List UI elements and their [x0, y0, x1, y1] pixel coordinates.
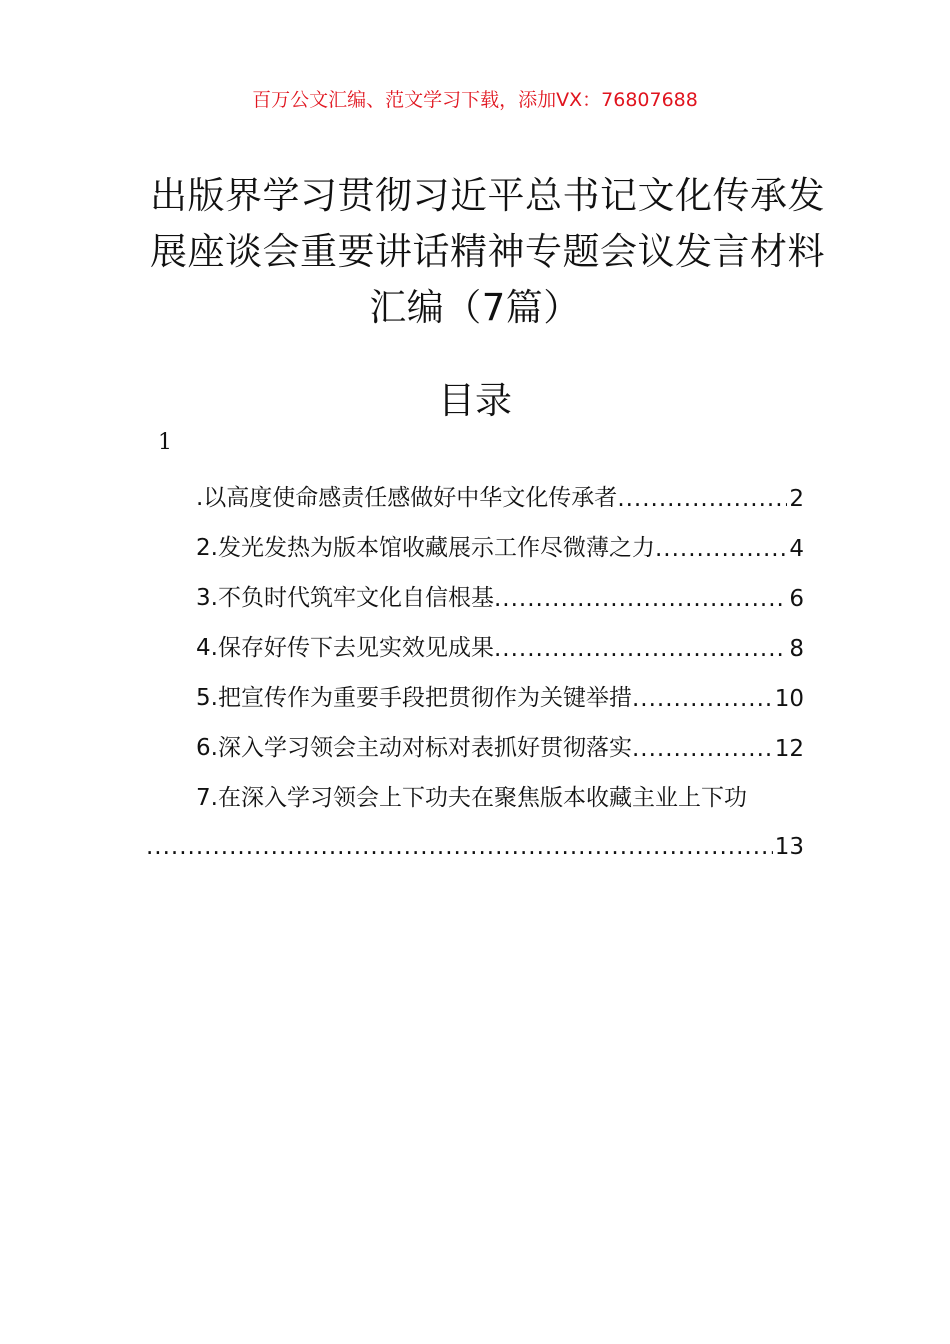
toc-entry-continuation[interactable]	[146, 820, 804, 860]
toc-leader-dots	[632, 686, 773, 712]
header-note: 百万公文汇编、范文学习下载，添加VX：76807688	[252, 89, 698, 111]
title-line: 展座谈会重要讲话精神专题会议发言材料	[150, 230, 825, 273]
toc-leader-dots	[146, 834, 773, 860]
toc-entry-title: 5.把宣传作为重要手段把贯彻作为关键举措	[196, 685, 632, 711]
toc-entry-title: .以高度使命感责任感做好中华文化传承者	[196, 485, 618, 511]
toc-entry[interactable]	[196, 622, 804, 662]
document-title	[150, 168, 825, 336]
toc-entry[interactable]	[196, 472, 804, 512]
toc-entry[interactable]	[196, 572, 804, 612]
toc-leader-dots	[494, 636, 787, 662]
toc-entry[interactable]	[196, 772, 804, 812]
toc-entry[interactable]	[196, 672, 804, 712]
toc-entry-title: 4.保存好传下去见实效见成果	[196, 635, 494, 661]
toc-entry-page: 6	[789, 586, 804, 612]
toc-leader-dots	[617, 486, 787, 512]
toc-entry-page: 4	[789, 536, 804, 562]
toc-entry[interactable]	[196, 722, 804, 762]
toc-entry-title: 2.发光发热为版本馆收藏展示工作尽微薄之力	[196, 535, 655, 561]
toc-leader-dots	[655, 536, 787, 562]
toc-entry-page: 13	[774, 834, 804, 860]
title-line: 出版界学习贯彻习近平总书记文化传承发	[150, 174, 825, 217]
toc-leader-dots	[632, 736, 773, 762]
toc-leader-dots	[494, 586, 787, 612]
toc-entry-title: 7.在深入学习领会上下功夫在聚焦版本收藏主业上下功	[196, 785, 747, 811]
toc-entry-page: 2	[789, 486, 804, 512]
toc-entry-title: 6.深入学习领会主动对标对表抓好贯彻落实	[196, 735, 632, 761]
toc-entry[interactable]	[196, 522, 804, 562]
toc-entry-page: 12	[774, 736, 804, 762]
toc-entry-page: 8	[789, 636, 804, 662]
stray-number: 1	[158, 430, 172, 455]
title-line: 汇编（7篇）	[369, 286, 581, 329]
toc-entry-title: 3.不负时代筑牢文化自信根基	[196, 585, 494, 611]
toc-entry-page: 10	[774, 686, 804, 712]
toc-heading: 目录	[438, 379, 512, 422]
